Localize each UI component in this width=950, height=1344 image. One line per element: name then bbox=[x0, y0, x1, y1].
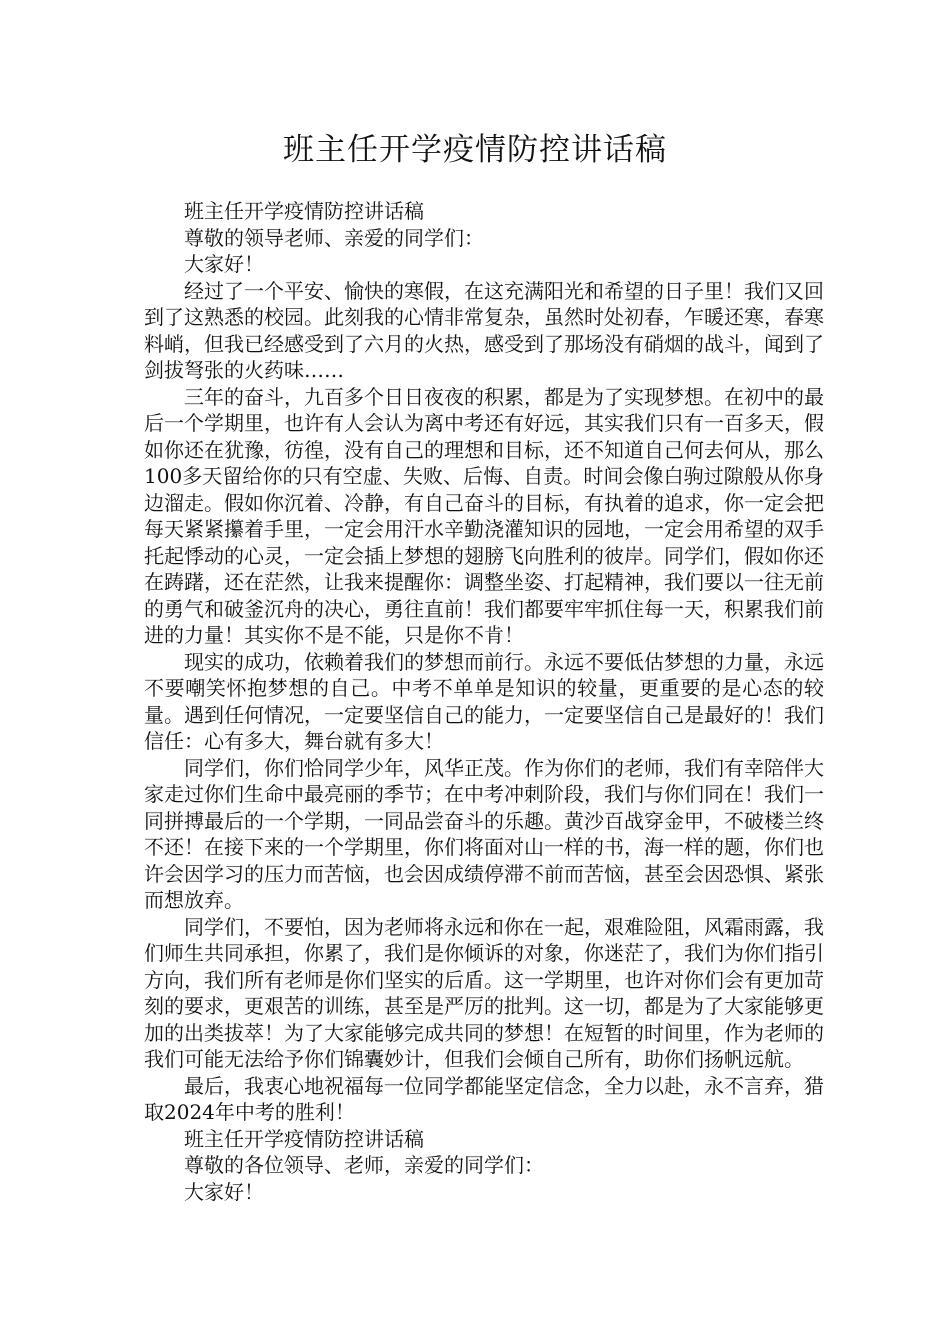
document-body bbox=[144, 198, 824, 1205]
body-paragraph: 三年的奋斗，九百多个日日夜夜的积累，都是为了实现梦想。在初中的最后一个学期里，也许有人会认为离中考还有好远，其实我们只有一百多天，假如你还在犹豫，彷徨，没有自己的理想和目标，还不知道自己何去何从，那么100多天留给你的只有空虚、失败、后悔、自责。时间会像白驹过隙般从你身边溜走。假如你沉着、冷静，有自己奋斗的目标，有执着的追求，你一定会把每天紧紧攥着手里，一定会用汗水辛勤浇灌知识的园地，一定会用希望的双手托起悸动的心灵，一定会插上梦想的翅膀飞向胜利的彼岸。同学们，假如你还在踌躇，还在茫然，让我来提醒你：调整坐姿、打起精神，我们要以一往无前的勇气和破釜沉舟的决心，勇往直前！我们都要牢牢抓住每一天，积累我们前进的力量！其实你不是不能，只是你不肯！ bbox=[144, 384, 824, 647]
body-paragraph: 现实的成功，依赖着我们的梦想而前行。永远不要低估梦想的力量，永远不要嘲笑怀抱梦想的自己。中考不单单是知识的较量，更重要的是心态的较量。遇到任何情况，一定要坚信自己的能力，一定要坚信自己是最好的！我们信任：心有多大，舞台就有多大！ bbox=[144, 649, 824, 753]
closing-paragraph: 最后，我衷心地祝福每一位同学都能坚定信念，全力以赴，永不言弃，猎取2024年中考的胜利！ bbox=[144, 1073, 824, 1124]
subtitle-paragraph: 班主任开学疫情防控讲话稿 bbox=[184, 199, 424, 223]
body-paragraph: 同学们，不要怕，因为老师将永远和你在一起，艰难险阻，风霜雨露，我们师生共同承担，你累了，我们是你倾诉的对象，你迷茫了，我们为你们指引方向，我们所有老师是你们坚实的后盾。这一学期里，也许对你们会有更加苛刻的要求，更艰苦的训练，甚至是严厉的批判。这一切，都是为了大家能够更加的出类拔萃！为了大家能够完成共同的梦想！在短暂的时间里，作为老师的我们可能无法给予你们锦囊妙计，但我们会倾自己所有，助你们扬帆远航。 bbox=[144, 914, 824, 1071]
salutation-paragraph: 尊敬的领导老师、亲爱的同学们： bbox=[184, 225, 484, 250]
body-paragraph: 同学们，你们恰同学少年，风华正茂。作为你们的老师，我们有幸陪伴大家走过你们生命中最亮丽的季节；在中考冲刺阶段，我们与你们同在！我们一同拼搏最后的一个学期，一同品尝奋斗的乐趣。黄沙百战穿金甲，不破楼兰终不还！在接下来的一个学期里，你们将面对山一样的书，海一样的题，你们也许会因学习的压力而苦恼，也会因成绩停滞不前而苦恼，甚至会因恐惧、紧张而想放弃。 bbox=[144, 755, 824, 912]
greeting-paragraph: 大家好！ bbox=[184, 252, 264, 276]
body-paragraph: 经过了一个平安、愉快的寒假，在这充满阳光和希望的日子里！我们又回到了这熟悉的校园。此刻我的心情非常复杂，虽然时处初春，乍暖还寒，春寒料峭，但我已经感受到了六月的火热，感受到了那场没有硝烟的战斗，闻到了剑拔弩张的火药味…… bbox=[144, 278, 824, 382]
document-title: 班主任开学疫情防控讲话稿 bbox=[283, 132, 667, 168]
second-greeting: 大家好！ bbox=[184, 1179, 264, 1204]
second-speech-title: 班主任开学疫情防控讲话稿 bbox=[184, 1126, 424, 1151]
second-salutation: 尊敬的各位领导、老师，亲爱的同学们： bbox=[184, 1153, 544, 1177]
